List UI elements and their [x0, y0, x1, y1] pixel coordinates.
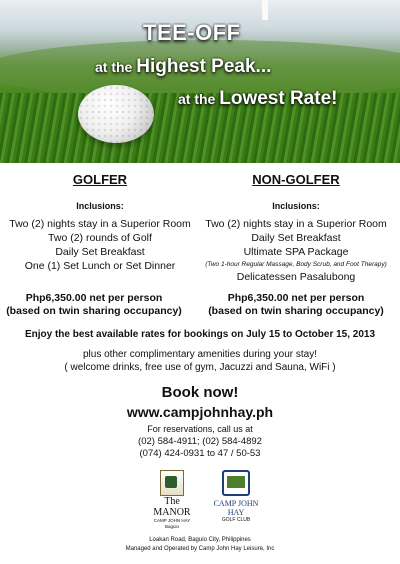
non-golfer-price	[196, 292, 396, 318]
list-item: Daily Set Breakfast	[251, 232, 341, 244]
website-link[interactable]: www.campjohnhay.ph	[126, 404, 274, 420]
spa-note: (Two 1-hour Regular Massage, Body Scrub, and Foot Therapy)	[205, 261, 387, 268]
price-value: Php6,350.00 net per person	[25, 292, 163, 304]
list-item: Two (2) rounds of Golf	[48, 232, 152, 244]
flag-icon	[262, 0, 268, 20]
headline-highest-peak: at the Highest Peak...	[95, 56, 272, 77]
promo-dates: Enjoy the best available rates for bookings on July 15 to October 15, 2013	[24, 329, 376, 340]
reservations-label: For reservations, call us at	[147, 424, 253, 434]
headline-lowest-rate: at the Lowest Rate!	[178, 88, 338, 109]
golf-ball-icon	[78, 85, 154, 143]
price-note: (based on twin sharing occupancy)	[6, 305, 182, 317]
price-value: Php6,350.00 net per person	[227, 292, 365, 304]
list-item: Delicatessen Pasalubong	[236, 271, 356, 283]
manor-name: MANOR	[153, 507, 191, 518]
golfer-heading: GOLFER	[72, 172, 128, 187]
non-golfer-heading: NON-GOLFER	[252, 172, 340, 187]
phone-numbers-manila: (02) 584-4911; (02) 584-4892	[138, 436, 262, 447]
list-item: Ultimate SPA Package	[243, 246, 349, 258]
headline-tee-off: TEE-OFF	[143, 20, 241, 45]
golf-club-logo	[208, 470, 264, 523]
list-item: Two (2) nights stay in a Superior Room	[9, 218, 191, 230]
non-golfer-inclusions-label: Inclusions:	[272, 201, 320, 211]
golfer-column	[0, 168, 200, 273]
manor-emblem-icon	[160, 470, 184, 496]
list-item: Daily Set Breakfast	[55, 246, 145, 258]
list-item: Two (2) nights stay in a Superior Room	[205, 218, 387, 230]
golf-club-name: CAMP JOHN HAY	[213, 499, 259, 517]
hero-banner	[0, 0, 400, 163]
golfer-price	[0, 292, 194, 318]
manor-subtitle-2: Baguio	[164, 524, 179, 529]
managed-by: Managed and Operated by Camp John Hay Leisure, Inc	[125, 546, 275, 552]
book-now-heading: Book now!	[161, 384, 239, 401]
list-item: One (1) Set Lunch or Set Dinner	[24, 260, 176, 272]
non-golfer-column	[192, 168, 400, 284]
amenities-line: plus other complimentary amenities during your stay!	[83, 349, 317, 360]
manor-subtitle: CAMP JOHN HAY	[153, 518, 191, 523]
amenities-detail: ( welcome drinks, free use of gym, Jacuzzi and Sauna, WiFi )	[64, 362, 336, 373]
manor-name-the: The	[164, 496, 180, 507]
address: Loakan Road, Baguio City, Philippines	[149, 537, 251, 543]
golf-club-subtitle: GOLF CLUB	[221, 517, 251, 523]
price-note: (based on twin sharing occupancy)	[208, 305, 384, 317]
golfer-items	[0, 217, 200, 273]
non-golfer-items	[192, 217, 400, 284]
manor-logo	[148, 470, 196, 530]
golfer-inclusions-label: Inclusions:	[76, 201, 124, 211]
phone-numbers-baguio: (074) 424-0931 to 47 / 50-53	[139, 448, 261, 459]
golf-club-emblem-icon	[222, 470, 250, 496]
